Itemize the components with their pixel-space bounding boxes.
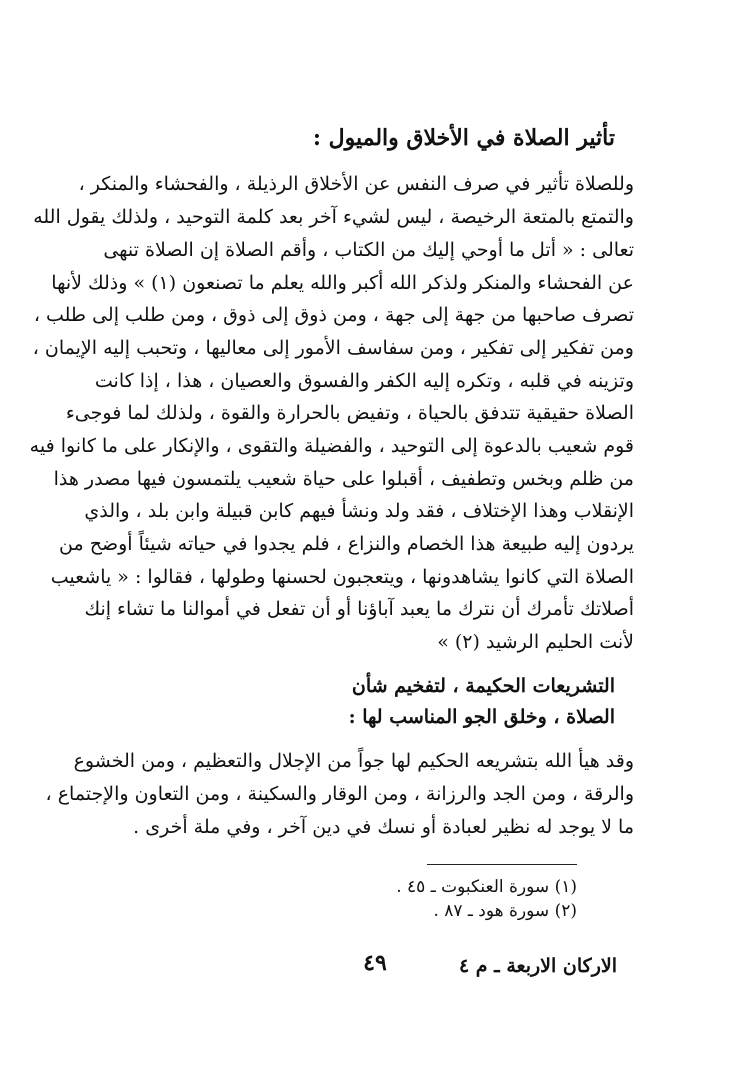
paragraph-1-line-13: الصلاة التي كانوا يشاهدونها ، ويتعجبون لحسنها وطولها ، فقالوا : « ياشعيب: [50, 566, 634, 588]
paragraph-1-line-14: أصلاتك تأمرك أن نترك ما يعبد آباؤنا أو أن تفعل في أموالنا ما تشاء إنك: [84, 598, 634, 620]
subheading-line-2: الصلاة ، وخلق الجو المناسب لها :: [348, 706, 615, 728]
paragraph-1-line-9: قوم شعيب بالدعوة إلى التوحيد ، والفضيلة والتقوى ، والإنكار على ما كانوا فيه: [29, 435, 634, 457]
paragraph-1-line-11: الإنقلاب وهذا الإختلاف ، فقد ولد ونشأ فيهم كابن قبيلة وابن بلد ، والذي: [84, 500, 634, 522]
page-number: ٤٩: [363, 950, 387, 976]
paragraph-1-line-3: تعالى : « أتل ما أوحي إليك من الكتاب ، وأقم الصلاة إن الصلاة تنهى: [103, 239, 634, 261]
paragraph-1-line-2: والتمتع بالمتعة الرخيصة ، ليس لشيء آخر بعد كلمة التوحيد ، ولذلك يقول الله: [33, 206, 634, 228]
subheading-line-1: التشريعات الحكيمة ، لتفخيم شأن: [351, 675, 615, 697]
paragraph-1-line-12: يردون إليه طبيعة هذا الخصام والنزاع ، فلم يجدوا في حياته شيئاً أوضح من: [59, 533, 634, 555]
paragraph-2-line-1: وقد هيأ الله بتشريعه الحكيم لها جواً من الإجلال والتعظيم ، ومن الخشوع: [73, 750, 634, 772]
paragraph-2-line-2: والرقة ، ومن الجد والرزانة ، ومن الوقار والسكينة ، ومن التعاون والإجتماع ،: [45, 783, 634, 805]
paragraph-2-line-3: ما لا يوجد له نظير لعبادة أو نسك في دين آخر ، وفي ملة أخرى .: [133, 816, 634, 838]
paragraph-1-line-1: وللصلاة تأثير في صرف النفس عن الأخلاق الرذيلة ، والفحشاء والمنكر ،: [78, 173, 634, 195]
footnote-2: (٢) سورة هود ـ ٨٧ .: [433, 901, 577, 921]
footnote-separator: [427, 864, 577, 865]
paragraph-1-line-7: وتزينه في قلبه ، وتكره إليه الكفر والفسوق والعصيان ، هذا ، إذا كانت: [94, 370, 634, 392]
paragraph-1-line-8: الصلاة حقيقية تتدفق بالحياة ، وتفيض بالحرارة والقوة ، ولذلك لما فوجىء: [65, 402, 634, 424]
paragraph-1-line-4: عن الفحشاء والمنكر ولذكر الله أكبر والله يعلم ما تصنعون (١) » وذلك لأنها: [51, 272, 634, 294]
footnote-1: (١) سورة العنكبوت ـ ٤٥ .: [396, 877, 577, 897]
paragraph-1-line-6: ومن تفكير إلى تفكير ، ومن سفاسف الأمور إلى معاليها ، وتحبب إليه الإيمان ،: [32, 337, 634, 359]
running-footer-title: الاركان الاربعة ـ م ٤: [458, 955, 617, 977]
paragraph-1-line-10: من ظلم وبخس وتطفيف ، أقبلوا على حياة شعيب يلتمسون فيها مصدر هذا: [53, 468, 634, 490]
section-heading: تأثير الصلاة في الأخلاق والميول :: [312, 125, 615, 151]
paragraph-1-line-5: تصرف صاحبها من جهة إلى جهة ، ومن ذوق إلى ذوق ، ومن طلب إلى طلب ،: [33, 304, 634, 326]
paragraph-1-line-15: لأنت الحليم الرشيد (٢) »: [437, 631, 634, 653]
